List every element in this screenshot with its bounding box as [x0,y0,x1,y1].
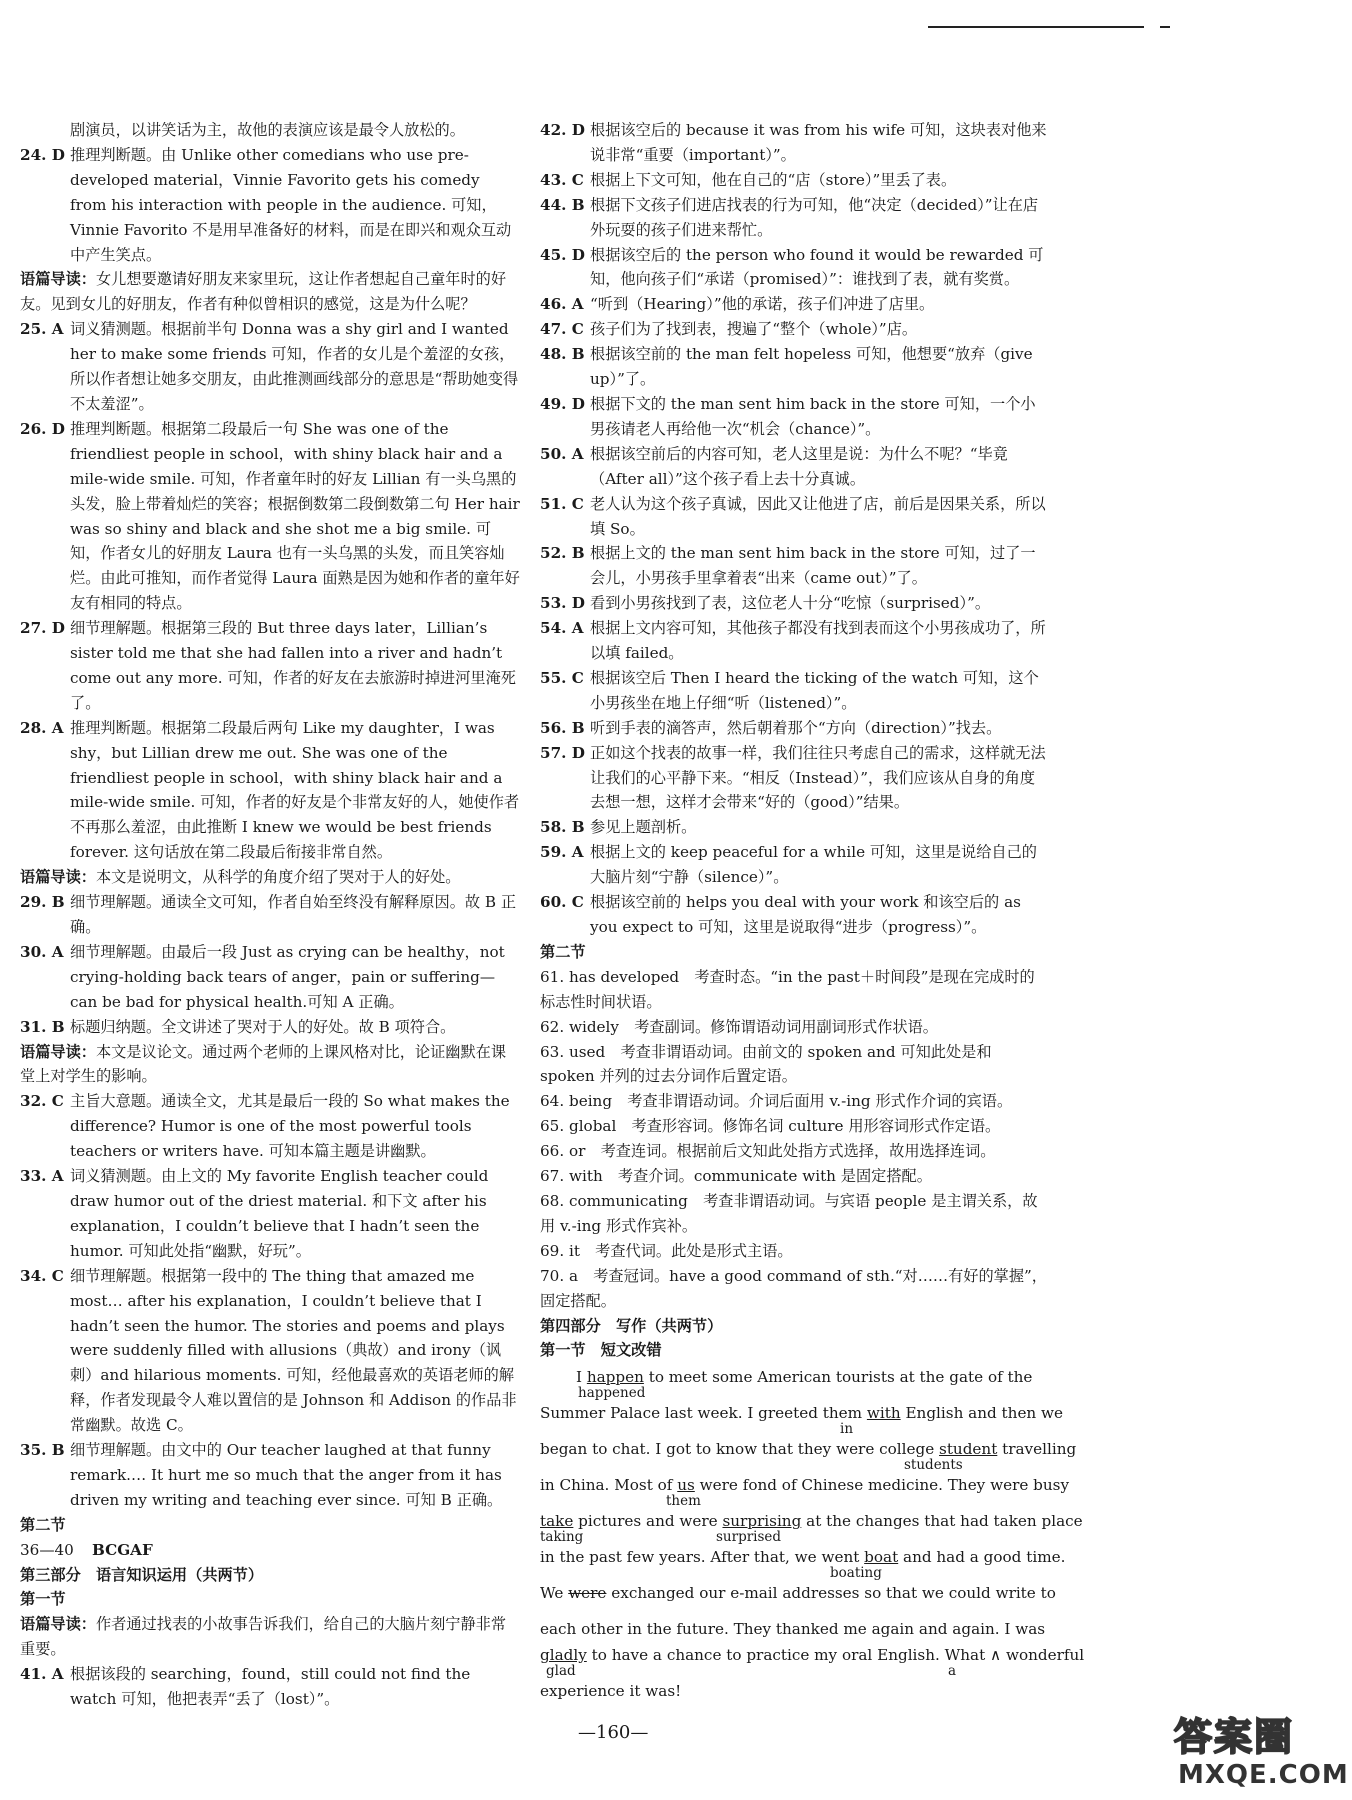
correction-line-8: each other in the future. They thanked me again and again. I was [540,1620,1046,1639]
correction-word: happened [578,1385,646,1402]
answer-50: 50. A 根据该空前后的内容可知，老人这里是说：为什么不呢？“毕竟（After all）”这个孩子看上去十分真诚。 [540,444,1008,488]
answer-34: 34. C 细节理解题。根据第一段中的 The thing that amazed me most… after his explanation，I couldn’t believe that I hadn’t seen the humor. The stories and poems and plays were suddenly filled with allusions（典故）and irony（讽刺）and hilarious moments. 可知，经他最喜欢的英语老师的解释，作者发现最令人难以置信的是 Johnson 和 Addison 的作品非常幽默。故选 C。 [20,1266,517,1435]
left-column [20,118,520,1712]
answer-explanation: 推理判断题。由 Unlike other comedians who use pre-developed material，Vinnie Favorito gets his comedy from his interaction with people in the audience. 可知，Vinnie Favorito 不是用早准备好的材料，而是在即兴和观众互动中产生笑点。 [70,145,512,264]
answer-28: 28. A 推理判断题。根据第二段最后两句 Like my daughter，I was shy，but Lillian drew me out. She was one of the friendliest people in school，with shiny black hair and a mile-wide smile. 可知，作者的好友是个非常友好的人，她使作者不再那么羞涩，由此推断 I knew we would be best friends forever. 这句话放在第二段最后衔接非常自然。 [20,718,520,862]
answer-64: 64. being 考查非谓语动词。介词后面用 v.-ing 形式作介词的宾语。 [540,1092,1013,1111]
answer-24 [20,143,520,268]
part-heading: 第三部分 语言知识运用（共两节） [20,1565,263,1584]
answer-70: 70. a 考查冠词。have a good command of sth.“对……有好的掌握”，固定搭配。 [540,1266,1047,1310]
answer-30: 30. A 细节理解题。由最后一段 Just as crying can be healthy，not crying-holding back tears of anger，pain or suffering—can be bad for physical health.可知 A 正确。 [20,942,505,1011]
correction-word: in [840,1421,854,1438]
answer-69: 69. it 考查代词。此处是形式主语。 [540,1241,793,1260]
deleted-word: were [568,1584,607,1603]
error-word: happen [586,1368,644,1387]
answer-29: 29. B 细节理解题。通读全文可知，作者自始至终没有解释原因。故 B 正确。 [20,893,517,936]
section-heading: 第二节 [20,1515,66,1534]
correction-line-10: experience it was! [540,1682,682,1701]
part-heading: 第四部分 写作（共两节） [540,1316,723,1335]
answer-65: 65. global 考查形容词。修饰名词 culture 用形容词形式作定语。 [540,1117,1001,1136]
answer-55: 55. C 根据该空后 Then I heard the ticking of the watch 可知，这个小男孩坐在地上仔细“听（listened）”。 [540,668,1039,712]
answer-57: 57. D 正如这个找表的故事一样，我们往往只考虑自己的需求，这样就无法让我们的心平静下来。“相反（Instead）”，我们应该从自身的角度去想一想，这样才会带来“好的（good）”结果。 [540,743,1046,812]
error-correction-passage [540,1365,1085,1705]
answer-48: 48. B 根据该空前的 the man felt hopeless 可知，他想要“放弃（give up）”了。 [540,345,1033,389]
correction-line-6: in the past few years. After that, we went boat and had a good time. boating [540,1545,1048,1581]
answer-45: 45. D 根据该空后的 the person who found it would be rewarded 可知，他向孩子们“承诺（promised）”：谁找到了表，就有奖赏。 [540,245,1044,289]
answer-51: 51. C 老人认为这个孩子真诚，因此又让他进了店，前后是因果关系，所以填 So。 [540,494,1046,538]
answer-58: 58. B 参见上题剖析。 [540,818,697,837]
answer-60: 60. C 根据该空前的 helps you deal with your work 和该空后的 as you expect to 可知，这里是说取得“进步（progress）”。 [540,893,1021,936]
answer-68: 68. communicating 考查非谓语动词。与宾语 people 是主谓关系，故用 v.-ing 形式作宾补。 [540,1191,1038,1235]
answer-27: 27. D 细节理解题。根据第三段的 But three days later，Lillian’s sister told me that she had fallen into a river and hadn’t come out any more. 可知，作者的好友在去旅游时掉进河里淹死了。 [20,619,516,712]
correction-word: taking [540,1529,584,1546]
answer-67: 67. with 考查介词。communicate with 是固定搭配。 [540,1167,932,1186]
header-rule [928,26,1144,28]
answer-23-continued: 剧演员，以讲笑话为主，故他的表演应该是最令人放松的。 [70,121,465,139]
answer-33: 33. A 词义猜测题。由上文的 My favorite English teacher could draw humor out of the driest material. 和下文 after his explanation，I couldn’t believe that I hadn’t seen the humor. 可知此处指“幽默，好玩”。 [20,1167,489,1260]
answer-49: 49. D 根据下文的 the man sent him back in the store 可知，一个小男孩请老人再给他一次“机会（chance）”。 [540,394,1036,438]
answer-26: 26. D 推理判断题。根据第二段最后一句 She was one of the friendliest people in school，with shiny black hair and a mile-wide smile. 可知，作者童年时的好友 Lillian 有一头乌黑的头发，脸上带着灿烂的笑容；根据倒数第二段倒数第二句 Her hair was so shiny and black and she shot me a big smile. 可知，作者女儿的好朋友 Laura 也有一头乌黑的头发，而且笑容灿烂。由此可推知，而作者觉得 Laura 面熟是因为她和作者的童年好友有相同的特点。 [20,419,520,613]
correction-line-3: began to chat. I got to know that they were college student travelling students [540,1437,1048,1473]
answer-47: 47. C 孩子们为了找到表，搜遍了“整个（whole）”店。 [540,320,918,339]
answer-35: 35. B 细节理解题。由文中的 Our teacher laughed at that funny remark.… It hurt me so much that the anger from it has driven my writing and teaching ever since. 可知 B 正确。 [20,1441,503,1509]
correction-line-7: We were exchanged our e-mail addresses so that we could write to [540,1584,1056,1603]
section-heading: 第二节 [540,942,586,961]
error-word: student [939,1440,998,1459]
passage-guide-1: 语篇导读：女儿想要邀请好朋友来家里玩，这让作者想起自己童年时的好友。见到女儿的好朋友，作者有种似曾相识的感觉，这是为什么呢？ [20,270,506,314]
passage-guide-3: 语篇导读：本文是议论文。通过两个老师的上课风格对比，论证幽默在课堂上对学生的影响。 [20,1042,506,1086]
answer-25: 25. A 词义猜测题。根据前半句 Donna was a shy girl and I wanted her to make some friends 可知，作者的女儿是个羞涩的女孩，所以作者想让她多交朋友，由此推测画线部分的意思是“帮助她变得不太羞涩”。 [20,320,519,413]
error-word: take [540,1512,574,1531]
correction-line-2: Summer Palace last week. I greeted them with English and then we in [540,1401,1048,1437]
error-word: us [677,1476,695,1495]
answer-46: 46. A “听到（Hearing）”他的承诺，孩子们冲进了店里。 [540,295,935,314]
right-column [540,118,1085,1705]
page-number: —160— [578,1722,649,1743]
correction-word: boating [830,1565,882,1582]
error-word: gladly [540,1646,587,1665]
watermark-domain: MXQE.COM [1178,1760,1349,1790]
header-rule-dash [1160,26,1170,28]
answer-52: 52. B 根据上文的 the man sent him back in the store 可知，过了一会儿，小男孩手里拿着表“出来（came out）”了。 [540,544,1036,588]
answer-53: 53. D 看到小男孩找到了表，这位老人十分“吃惊（surprised）”。 [540,594,991,613]
correction-word: glad [546,1663,576,1680]
answer-59: 59. A 根据上文的 keep peaceful for a while 可知，这里是说给自己的大脑片刻“宁静（silence）”。 [540,843,1037,887]
error-word: with [866,1404,901,1423]
answer-61: 61. has developed 考查时态。“in the past＋时间段”是现在完成时的标志性时间状语。 [540,967,1035,1011]
answer-42: 42. D 根据该空后的 because it was from his wife 可知，这块表对他来说非常“重要（important）”。 [540,121,1047,164]
insert-caret: ∧ [990,1646,1002,1665]
error-word: boat [864,1548,899,1567]
correction-word: surprised [716,1529,782,1546]
answer-43: 43. C 根据上下文可知，他在自己的“店（store）”里丢了表。 [540,170,957,189]
answer-44: 44. B 根据下文孩子们进店找表的行为可知，他“决定（decided）”让在店外玩耍的孩子们进来帮忙。 [540,195,1039,239]
answer-number: 24. D [20,145,65,164]
correction-line-1: I happen to meet some American tourists at the gate of the happened [540,1365,1048,1401]
watermark-logo-text: 答案圈 [1174,1715,1295,1759]
error-word: surprising [722,1512,802,1531]
passage-guide-4: 语篇导读：作者通过找表的小故事告诉我们，给自己的大脑片刻宁静非常重要。 [20,1615,506,1659]
answer-36-40: 36—40 BCGAF [20,1540,153,1559]
answer-56: 56. B 听到手表的滴答声，然后朝着那个“方向（direction）”找去。 [540,718,1002,737]
correction-line-9: gladly to have a chance to practice my oral English. What ∧ wonderful glad a [540,1643,1048,1679]
correction-line-5: take pictures and were surprising at the changes that had taken place taking surprised [540,1509,1048,1545]
answer-63: 63. used 考查非谓语动词。由前文的 spoken and 可知此处是和 spoken 并列的过去分词作后置定语。 [540,1042,992,1086]
correction-word: students [904,1457,963,1474]
correction-line-4: in China. Most of us were fond of Chinese medicine. They were busy them [540,1473,1048,1509]
answer-41: 41. A 根据该段的 searching，found，still could not find the watch 可知，他把表弄“丢了（lost）”。 [20,1665,471,1709]
section-heading: 第一节 短文改错 [540,1341,662,1360]
answer-31: 31. B 标题归纳题。全文讲述了哭对于人的好处。故 B 项符合。 [20,1017,456,1036]
answer-62: 62. widely 考查副词。修饰谓语动词用副词形式作状语。 [540,1017,938,1036]
watermark-logo [1174,1706,1349,1796]
section-heading: 第一节 [20,1590,66,1609]
answer-66: 66. or 考查连词。根据前后文知此处指方式选择，故用选择连词。 [540,1142,996,1161]
answer-32: 32. C 主旨大意题。通读全文，尤其是最后一段的 So what makes the difference? Humor is one of the most powerful tools teachers or writers have. 可知本篇主题是讲幽默。 [20,1092,510,1161]
passage-guide-2: 语篇导读：本文是说明文，从科学的角度介绍了哭对于人的好处。 [20,868,461,887]
correction-word: them [666,1493,701,1510]
correction-word: a [948,1663,957,1680]
answer-54: 54. A 根据上文内容可知，其他孩子都没有找到表而这个小男孩成功了，所以填 failed。 [540,619,1046,663]
